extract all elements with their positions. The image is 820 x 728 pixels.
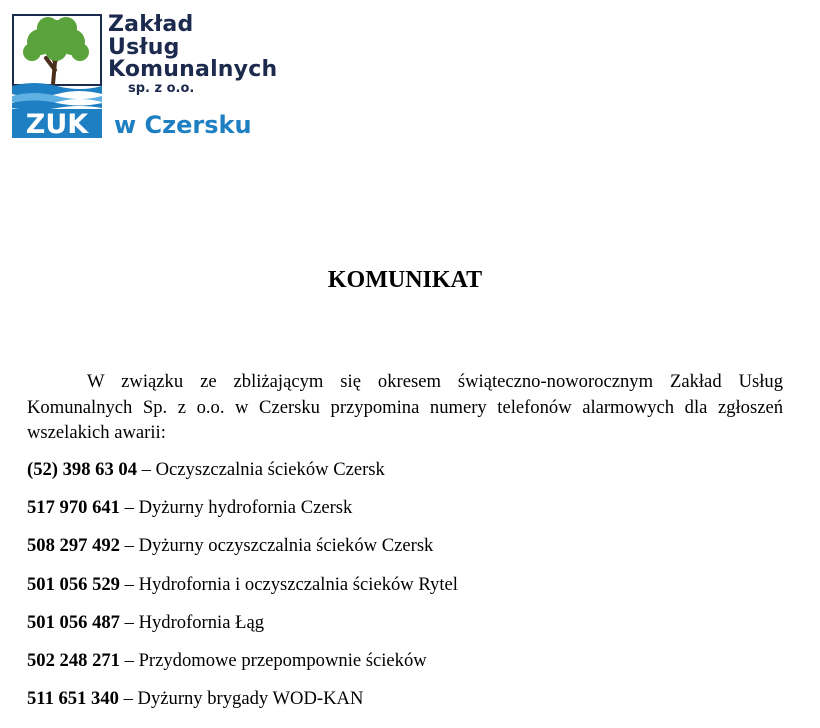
logo-line-2: Usług — [108, 34, 180, 60]
contact-description: Dyżurny hydrofornia Czersk — [138, 497, 353, 519]
phone-number: 501 056 529 — [27, 573, 120, 595]
contact-description: Przydomowe przepompownie ścieków — [138, 649, 427, 671]
contact-row — [27, 572, 787, 610]
phone-number: 502 248 271 — [27, 649, 120, 671]
phone-number: (52) 398 63 04 — [27, 459, 138, 480]
logo-line-1: Zakład — [108, 12, 194, 37]
contact-row — [27, 457, 787, 495]
tree-crown — [23, 17, 89, 61]
separator: – — [118, 688, 138, 710]
phone-number: 517 970 641 — [27, 497, 120, 519]
contact-description: Oczyszczalnia ścieków Czersk — [155, 459, 385, 480]
phone-number: 511 651 340 — [27, 688, 119, 710]
separator: – — [119, 497, 139, 519]
contact-description: Dyżurny oczyszczalnia ścieków Czersk — [138, 535, 434, 557]
contact-description: Hydrofornia Łąg — [138, 611, 265, 633]
contact-row — [27, 495, 787, 533]
tree-water-emblem — [12, 14, 102, 138]
contact-row — [27, 610, 787, 648]
separator: – — [119, 535, 139, 557]
separator: – — [119, 611, 139, 633]
separator: – — [137, 459, 156, 480]
water-waves — [12, 83, 102, 110]
separator: – — [119, 649, 139, 671]
contact-row — [27, 533, 787, 571]
phone-number: 508 297 492 — [27, 535, 120, 557]
contact-description: Hydrofornia i oczyszczalnia ścieków Rytel — [138, 573, 458, 595]
zuk-badge-text: ZUK — [25, 109, 89, 138]
logo-city: w Czersku — [114, 111, 252, 139]
logo-company-type: sp. z o.o. — [128, 80, 195, 96]
contact-description: Dyżurny brygady WOD-KAN — [137, 688, 364, 710]
emergency-contact-list — [27, 457, 787, 724]
logo-line-3: Komunalnych — [108, 57, 278, 82]
contact-row — [27, 686, 787, 724]
separator: – — [119, 573, 139, 595]
document-title: KOMUNIKAT — [327, 267, 483, 293]
logo-wordmark — [108, 14, 277, 96]
contact-row — [27, 648, 787, 686]
phone-number: 501 056 487 — [27, 611, 120, 633]
company-logo — [12, 14, 292, 140]
intro-paragraph: W związku ze zbliżającym się okresem świąteczno-noworocznym Zakład Usług Komunalnych Sp. z o.o. w Czersku przypomina numery telefonów alarmowych dla zgłoszeń wszelakich awarii: — [27, 371, 783, 443]
